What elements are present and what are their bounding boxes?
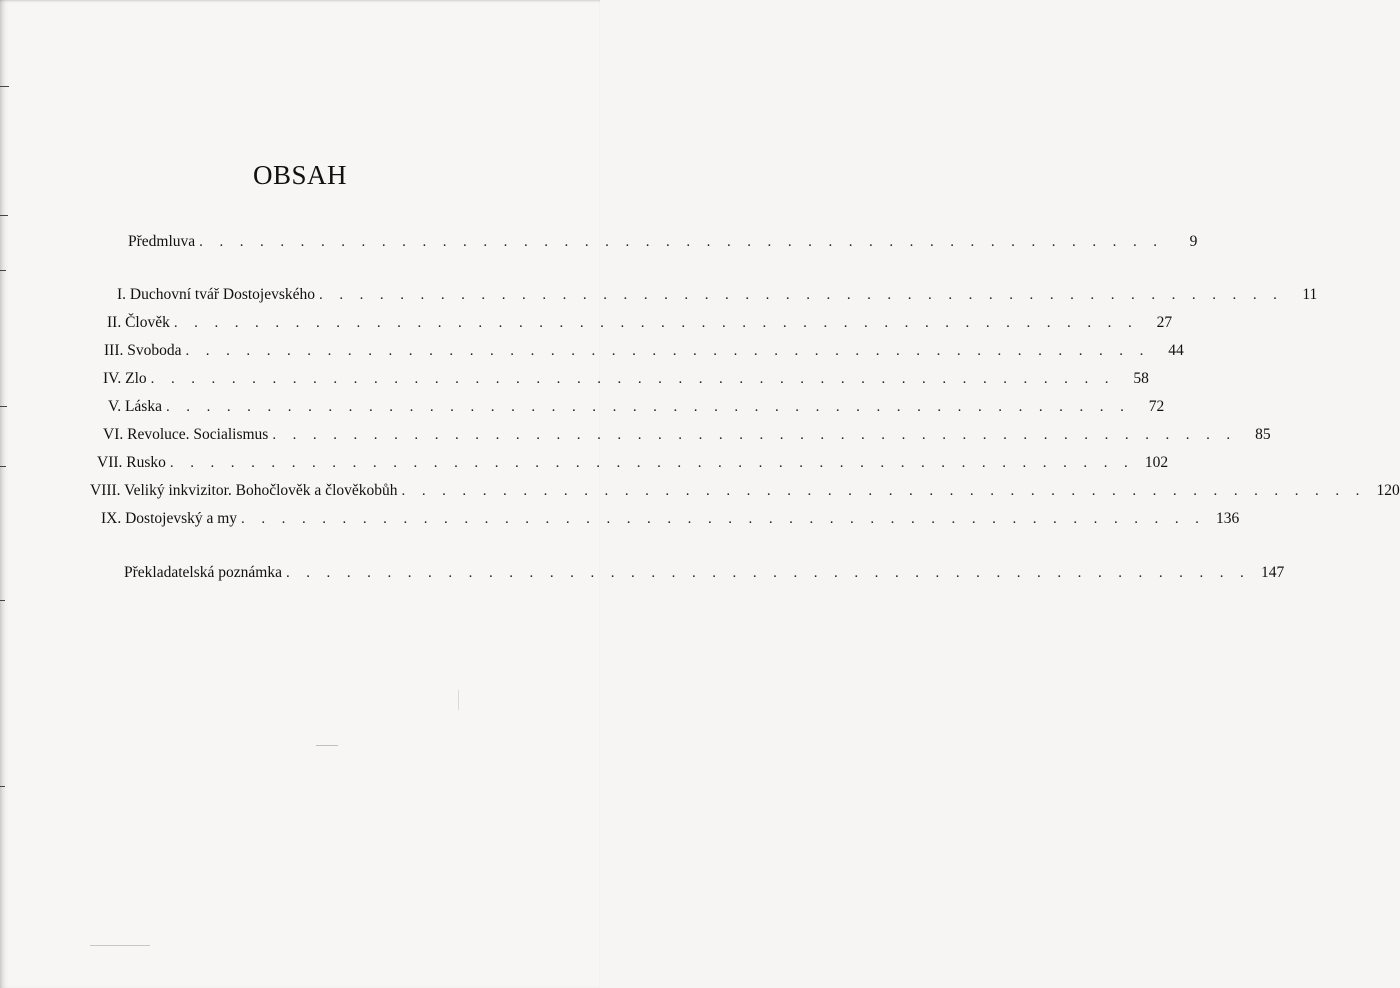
toc-entry-chapter-2 [107,312,1173,334]
toc-entry-chapter-3 [104,340,1184,362]
toc-entry-predmluva [128,231,1198,253]
leader-dots: . . . . . . . . . . . . . . . . . . . . . . . . . . . . . . . . . . . . . . . . . . . . . . . . [319,287,1284,303]
toc-page-number: 102 [1144,454,1169,471]
toc-entry-label: VI. Revoluce. Socialismus [103,426,269,443]
toc-entry-chapter-1 [117,284,1318,306]
toc-entry-chapter-9 [101,508,1240,530]
leader-dots: . . . . . . . . . . . . . . . . . . . . . . . . . . . . . . . . . . . . . . . . . . . . . . . . [150,371,1115,387]
toc-page-number: 58 [1133,370,1149,387]
edge-mark [0,270,6,271]
toc-entry-label: Překladatelská poznámka [124,564,282,581]
leader-dots: . . . . . . . . . . . . . . . . . . . . . . . . . . . . . . . . . . . . . . . . . . . . . . . . [185,343,1150,359]
leader-dots: . . . . . . . . . . . . . . . . . . . . . . . . . . . . . . . . . . . . . . . . . . . . . . . . [401,483,1366,499]
toc-page-number: 85 [1255,426,1271,443]
stray-mark [90,945,150,946]
toc-entry-chapter-8 [90,480,1400,502]
toc-entry-chapter-5 [108,396,1165,418]
toc-entry-label: IV. Zlo [103,370,147,387]
toc-entry-chapter-6 [103,424,1271,446]
toc-entry-label: IX. Dostojevský a my [101,510,238,527]
leader-dots: . . . . . . . . . . . . . . . . . . . . . . . . . . . . . . . . . . . . . . . . . . . . . . . . [165,399,1131,415]
toc-page-number: 136 [1216,510,1240,527]
toc-entry-label: III. Svoboda [104,342,182,359]
toc-entry-label: V. Láska [108,398,162,415]
toc-entry-label: II. Člověk [107,314,170,331]
toc-entry-chapter-7 [97,452,1169,474]
leader-dots: . . . . . . . . . . . . . . . . . . . . . . . . . . . . . . . . . . . . . . . . . . . . . . . . [285,565,1251,581]
toc-page-number: 44 [1168,342,1184,359]
toc-entry-label: Předmluva [128,233,196,250]
toc-page-number: 27 [1156,314,1173,331]
leader-dots: . . . . . . . . . . . . . . . . . . . . . . . . . . . . . . . . . . . . . . . . . . . . . . . . [272,427,1237,443]
edge-mark [0,86,9,87]
edge-mark [0,406,7,407]
edge-mark [0,215,8,216]
toc-page-number: 11 [1302,286,1318,303]
toc-entry-label: VIII. Veliký inkvizitor. Bohočlověk a člověkobůh [90,482,398,499]
leader-dots: . . . . . . . . . . . . . . . . . . . . . . . . . . . . . . . . . . . . . . . . . . . . . . . . [169,455,1135,471]
toc-entry-chapter-4 [103,368,1149,390]
edge-mark [0,786,5,787]
toc-entry-translator-note [124,562,1285,584]
stray-mark [316,745,338,746]
toc-page-number: 147 [1260,564,1285,581]
leader-dots: . . . . . . . . . . . . . . . . . . . . . . . . . . . . . . . . . . . . . . . . . . . . . . . . [199,234,1164,250]
stray-mark [458,690,459,710]
page-title: OBSAH [252,160,348,190]
edge-mark [0,600,5,601]
toc-entry-label: I. Duchovní tvář Dostojevského [117,286,316,303]
edge-mark [0,466,6,467]
toc-page-number: 9 [1189,233,1198,250]
leader-dots: . . . . . . . . . . . . . . . . . . . . . . . . . . . . . . . . . . . . . . . . . . . . . . . . [173,315,1139,331]
leader-dots: . . . . . . . . . . . . . . . . . . . . . . . . . . . . . . . . . . . . . . . . . . . . . . . . [241,511,1206,527]
toc-page-number: 72 [1148,398,1165,415]
toc-page-number: 120 [1376,482,1400,499]
toc-entry-label: VII. Rusko [97,454,166,471]
